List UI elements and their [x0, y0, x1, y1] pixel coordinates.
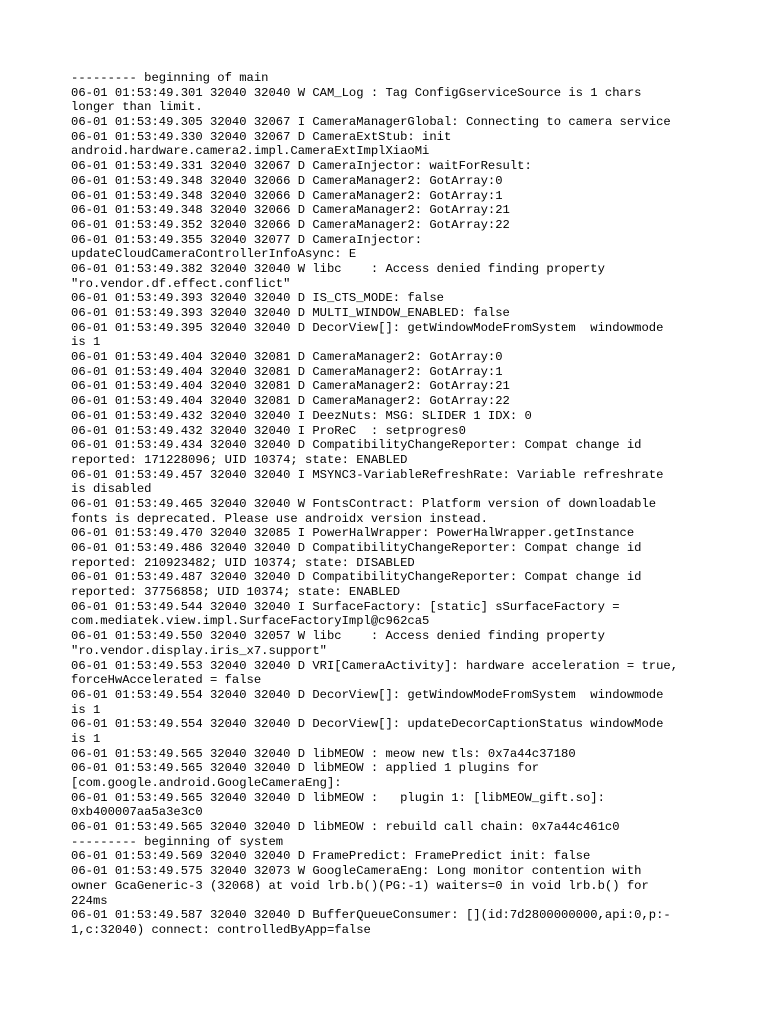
- log-line: 06-01 01:53:49.348 32040 32066 D CameraManager2: GotArray:0: [71, 173, 503, 188]
- log-line: 06-01 01:53:49.470 32040 32085 I PowerHalWrapper: PowerHalWrapper.getInstance: [71, 526, 635, 541]
- log-line: 06-01 01:53:49.554 32040 32040 D DecorView[]: getWindowModeFromSystem windowmode: [71, 687, 664, 702]
- log-line: 06-01 01:53:49.348 32040 32066 D CameraManager2: GotArray:21: [71, 203, 510, 218]
- log-line: 06-01 01:53:49.565 32040 32040 D libMEOW : meow new tls: 0x7a44c37180: [71, 746, 576, 761]
- log-line: 1,c:32040) connect: controlledByApp=false: [71, 922, 371, 937]
- log-line: 224ms: [71, 893, 108, 908]
- log-line: 06-01 01:53:49.404 32040 32081 D CameraManager2: GotArray:1: [71, 364, 503, 379]
- log-line: 06-01 01:53:49.348 32040 32066 D CameraManager2: GotArray:1: [71, 188, 503, 203]
- log-line: owner GcaGeneric-3 (32068) at void lrb.b()(PG:-1) waiters=0 in void lrb.b() for: [71, 878, 649, 893]
- log-line: "ro.vendor.display.iris_x7.support": [71, 643, 327, 658]
- log-line: 06-01 01:53:49.355 32040 32077 D CameraInjector:: [71, 232, 423, 247]
- log-line: is 1: [71, 731, 101, 746]
- log-line: 0xb400007aa5a3e3c0: [71, 805, 203, 820]
- log-line: 06-01 01:53:49.486 32040 32040 D CompatibilityChangeReporter: Compat change id: [71, 541, 642, 555]
- log-line: 06-01 01:53:49.553 32040 32040 D VRI[CameraActivity]: hardware acceleration = true,: [71, 658, 679, 673]
- log-line: 06-01 01:53:49.382 32040 32040 W libc : Access denied finding property: [71, 261, 605, 276]
- log-line: fonts is deprecated. Please use androidx version instead.: [71, 511, 488, 526]
- log-line: is disabled: [71, 482, 152, 497]
- log-line: 06-01 01:53:49.434 32040 32040 D CompatibilityChangeReporter: Compat change id: [71, 438, 642, 453]
- log-line: 06-01 01:53:49.352 32040 32066 D CameraManager2: GotArray:22: [71, 217, 510, 232]
- log-line: 06-01 01:53:49.301 32040 32040 W CAM_Log : Tag ConfigGserviceSource is 1 chars: [71, 85, 642, 100]
- log-line: forceHwAccelerated = false: [71, 673, 262, 688]
- log-line: 06-01 01:53:49.587 32040 32040 D BufferQueueConsumer: [](id:7d2800000000,api:0,p:-: [71, 908, 671, 923]
- log-line: 06-01 01:53:49.331 32040 32067 D CameraInjector: waitForResult:: [71, 159, 532, 174]
- log-line: 06-01 01:53:49.305 32040 32067 I CameraManagerGlobal: Connecting to camera service: [71, 115, 671, 130]
- log-line: 06-01 01:53:49.404 32040 32081 D CameraManager2: GotArray:0: [71, 350, 503, 365]
- log-line: --------- beginning of system: [71, 834, 284, 849]
- log-line: 06-01 01:53:49.544 32040 32040 I SurfaceFactory: [static] sSurfaceFactory =: [71, 599, 620, 614]
- log-line: 06-01 01:53:49.575 32040 32073 W GoogleCameraEng: Long monitor contention with: [71, 864, 642, 879]
- log-line: 06-01 01:53:49.457 32040 32040 I MSYNC3-VariableRefreshRate: Variable refreshrate: [71, 467, 664, 482]
- log-line: 06-01 01:53:49.465 32040 32040 W FontsContract: Platform version of downloadable: [71, 496, 657, 511]
- log-line: 06-01 01:53:49.330 32040 32067 D CameraExtStub: init: [71, 129, 452, 144]
- log-line: android.hardware.camera2.impl.CameraExtImplXiaoMi: [71, 144, 430, 159]
- log-line: --------- beginning of main: [71, 71, 269, 85]
- log-document: [71, 71, 711, 938]
- log-line: is 1: [71, 335, 101, 350]
- log-line: reported: 171228096; UID 10374; state: ENABLED: [71, 452, 408, 467]
- log-line: [com.google.android.GoogleCameraEng]:: [71, 776, 342, 790]
- log-line: "ro.vendor.df.effect.conflict": [71, 276, 291, 291]
- log-line: 06-01 01:53:49.487 32040 32040 D CompatibilityChangeReporter: Compat change id: [71, 570, 642, 585]
- log-line: is 1: [71, 702, 101, 717]
- log-line: 06-01 01:53:49.404 32040 32081 D CameraManager2: GotArray:22: [71, 394, 510, 409]
- log-line: reported: 37756858; UID 10374; state: ENABLED: [71, 585, 401, 600]
- log-line: 06-01 01:53:49.565 32040 32040 D libMEOW : applied 1 plugins for: [71, 761, 540, 776]
- log-line: 06-01 01:53:49.404 32040 32081 D CameraManager2: GotArray:21: [71, 379, 510, 394]
- log-line: reported: 210923482; UID 10374; state: DISABLED: [71, 555, 415, 570]
- log-line: 06-01 01:53:49.565 32040 32040 D libMEOW : rebuild call chain: 0x7a44c461c0: [71, 820, 620, 835]
- log-line: 06-01 01:53:49.432 32040 32040 I DeezNuts: MSG: SLIDER 1 IDX: 0: [71, 408, 532, 423]
- log-line: 06-01 01:53:49.393 32040 32040 D IS_CTS_MODE: false: [71, 291, 444, 306]
- log-line: 06-01 01:53:49.393 32040 32040 D MULTI_WINDOW_ENABLED: false: [71, 306, 510, 320]
- log-line: 06-01 01:53:49.569 32040 32040 D FramePredict: FramePredict init: false: [71, 849, 591, 864]
- log-line: 06-01 01:53:49.550 32040 32057 W libc : Access denied finding property: [71, 629, 605, 644]
- log-line: com.mediatek.view.impl.SurfaceFactoryImpl@c962ca5: [71, 614, 430, 629]
- log-line: 06-01 01:53:49.554 32040 32040 D DecorView[]: updateDecorCaptionStatus windowMode: [71, 717, 664, 732]
- log-line: updateCloudCameraControllerInfoAsync: E: [71, 247, 357, 262]
- log-line: 06-01 01:53:49.432 32040 32040 I ProReC : setprogres0: [71, 423, 466, 438]
- log-line: longer than limit.: [71, 100, 203, 115]
- log-line: 06-01 01:53:49.395 32040 32040 D DecorView[]: getWindowModeFromSystem windowmode: [71, 320, 664, 335]
- log-line: 06-01 01:53:49.565 32040 32040 D libMEOW : plugin 1: [libMEOW_gift.so]:: [71, 790, 605, 805]
